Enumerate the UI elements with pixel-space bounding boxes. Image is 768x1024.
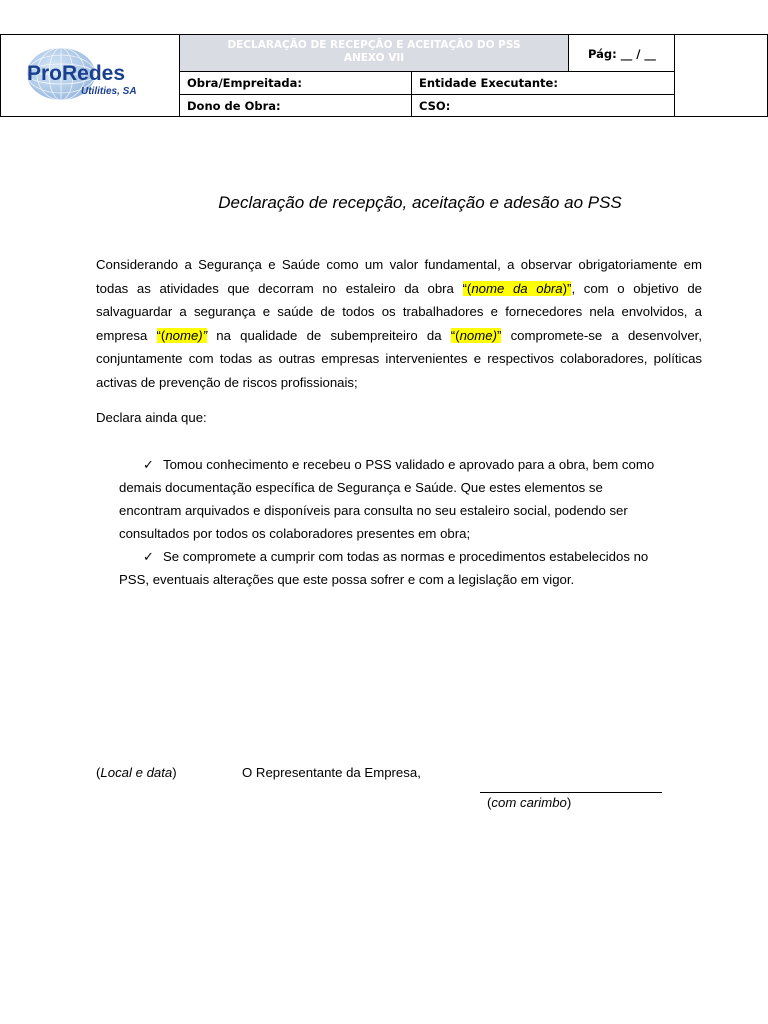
para-text-1: Considerando a Segurança e Saúde como um valor fundamental, a observar obrigatoriamente em todas as atividades que decorram no estaleiro da obra (96, 257, 702, 296)
header-title-line1: DECLARAÇÃO DE RECEPÇÃO E ACEITAÇÃO DO PSS (227, 39, 521, 51)
paren-open: ( (487, 795, 492, 810)
bullet-1-text: Tomou conhecimento e recebeu o PSS validado e aprovado para a obra, bem como (163, 457, 655, 472)
highlight-obra (463, 281, 572, 296)
intro-paragraph (96, 253, 702, 394)
placeholder-nome-empresa: nome)” (165, 327, 208, 343)
checkmark-icon: ✓ (143, 457, 155, 472)
dono-field: Dono de Obra: (179, 94, 412, 117)
bullet-2-continuation: PSS, eventuais alterações que este possa sofrer e com a legislação em vigor. (119, 572, 575, 587)
bullet-1-first-line (143, 453, 654, 476)
paren-close: ) (172, 765, 177, 780)
para-text-2: , com o objetivo de salvaguardar a segurança e saúde de todos os trabalhadores e fornecedores nela envolvidos, a empresa (96, 280, 702, 343)
cso-field: CSO: (411, 94, 675, 117)
bullet-2-text: Se compromete a cumprir com todas as normas e procedimentos estabelecidos no (163, 549, 649, 564)
quote-open: “( (156, 327, 166, 343)
checkmark-icon: ✓ (143, 549, 155, 564)
declara-heading: Declara ainda que: (96, 410, 207, 425)
placeholder-nome-da-obra: nome da obra (471, 280, 563, 296)
obra-field: Obra/Empreitada: (179, 71, 412, 95)
bullet-1-continuation-1: demais documentação específica de Segurança e Saúde. Que estes elementos se (119, 480, 603, 495)
com-carimbo-label: com carimbo (491, 795, 567, 810)
quote-open: “( (450, 327, 460, 343)
highlight-empresa (157, 328, 208, 343)
signature-line (480, 792, 662, 793)
highlight-empreiteiro (451, 328, 502, 343)
document-header (0, 34, 768, 117)
bullet-1-continuation-3: consultados por todos os colaboradores presentes em obra; (119, 526, 471, 541)
para-text-3: na qualidade de subempreiteiro da (207, 327, 451, 343)
paren-open: ( (96, 765, 101, 780)
header-title-line2: ANEXO VII (343, 52, 405, 64)
header-title (179, 34, 569, 72)
placeholder-nome-empreiteiro: nome) (459, 327, 497, 343)
entidade-field: Entidade Executante: (411, 71, 675, 95)
paren-close: ) (566, 795, 572, 810)
document-title: Declaração de recepção, aceitação e adesão ao PSS (218, 193, 622, 212)
bullet-1-continuation-2: encontram arquivados e disponíveis para consulta no seu estaleiro social, podendo ser (119, 503, 628, 518)
quote-close: )” (562, 280, 572, 296)
blank-cell (674, 34, 768, 117)
quote-open: “( (462, 280, 472, 296)
local-e-data-label: Local e data (100, 765, 173, 780)
page-number-field: Pág: __ / __ (568, 34, 675, 72)
logo-cell (0, 34, 180, 117)
com-carimbo (487, 795, 571, 810)
para-text-4: compromete-se a desenvolver, conjuntamente com todas as outras empresas intervenientes e respectivos colaboradores, políticas activas de prevenção de riscos profissionais; (96, 327, 702, 390)
local-e-data (96, 765, 177, 780)
quote-close: ” (496, 327, 502, 343)
logo-brand: ProRedes (27, 62, 126, 85)
logo-tagline: Utilities, SA (81, 86, 137, 97)
proredes-globe-logo (19, 47, 169, 109)
bullet-2-first-line (143, 545, 648, 568)
representante-label: O Representante da Empresa, (242, 765, 421, 780)
